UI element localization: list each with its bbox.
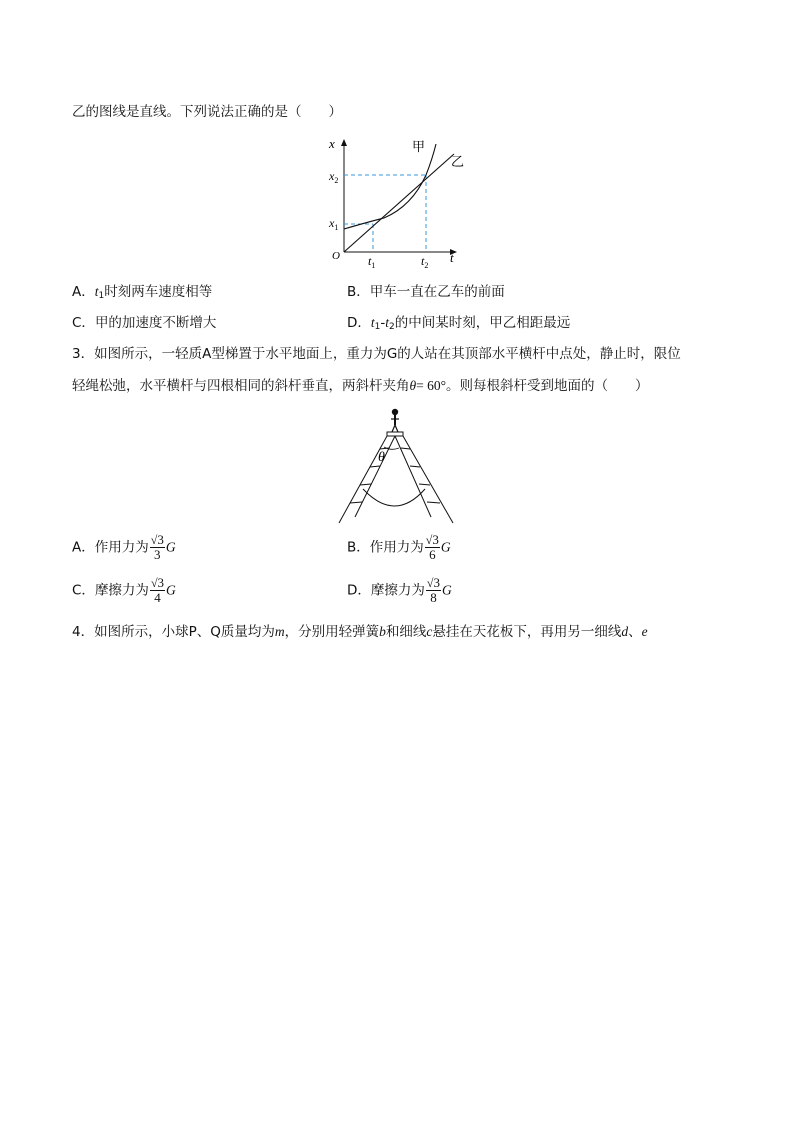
q2-stem-text: 乙的图线是直线。下列说法正确的是（ ） (72, 104, 342, 120)
x-tick-t2: $t_2$ (421, 254, 429, 269)
q3-option-d: D．摩擦力为 $\frac{√3}{8}$ G (347, 575, 452, 605)
q3-option-a: A．作用力为 $\frac{√3}{3}$ G (72, 532, 176, 562)
theta-label: θ (378, 450, 385, 465)
q3-d-fraction: $\frac{√3}{8}$ (426, 575, 440, 605)
slack-rope (363, 489, 425, 506)
q3-c-fraction: $\frac{√3}{4}$ (150, 575, 165, 605)
q2-stem (72, 103, 342, 121)
left-rung (360, 484, 371, 485)
person-head (392, 409, 398, 415)
person-leg-right (395, 425, 398, 432)
q2-option-a: A．$t_1$时刻两车速度相等 (72, 284, 213, 301)
line-yi (344, 154, 454, 252)
q3-stem-line2: 轻绳松弛，水平横杆与四根相同的斜杆垂直，两斜杆夹角θ= 60°。则每根斜杆受到地面的（ ） (72, 378, 649, 394)
q3-option-b: B．作用力为 $\frac{√3}{6}$ G (347, 532, 451, 562)
x-tick-t1: $t_1$ (368, 254, 376, 269)
left-rung (350, 502, 362, 503)
q2-option-b: B．甲车一直在乙车的前面 (347, 284, 505, 300)
y-tick-x2: $x_2$ (329, 169, 339, 185)
right-rung (427, 502, 440, 503)
right-rail-inner (395, 436, 431, 517)
q2-option-c: C．甲的加速度不断增大 (72, 315, 217, 331)
q4-stem-line1: 4．如图所示，小球P、Q质量均为m，分别用轻弹簧b和细线c悬挂在天花板下，再用另一细线d、e (72, 624, 648, 640)
q3-b-fraction: $\frac{√3}{6}$ (425, 532, 439, 562)
y-axis-label: x (329, 136, 335, 151)
line-label-yi: 乙 (451, 155, 465, 170)
y-tick-x1: $x_1$ (329, 216, 339, 232)
q3-a-fraction: $\frac{√3}{3}$ (150, 532, 164, 562)
q3-option-c: C．摩擦力为 $\frac{√3}{4}$ G (72, 575, 176, 605)
x-axis-label: t (450, 250, 454, 265)
top-crossbar (387, 432, 403, 436)
right-rung (419, 484, 430, 485)
q3-ladder-figure (335, 405, 465, 525)
person-leg-left (392, 425, 395, 432)
q2-option-d: D．$t_1-t_2$的中间某时刻，甲乙相距最远 (347, 315, 571, 332)
curve-label-jia: 甲 (412, 140, 426, 155)
right-rung (410, 466, 420, 467)
q3-stem-line1: 3．如图所示，一轻质A型梯置于水平地面上，重力为G的人站在其顶部水平横杆中点处，静止时，限位 (72, 346, 681, 362)
curve-jia (344, 144, 436, 229)
theta-arc (384, 447, 399, 449)
origin-label: O (332, 250, 340, 262)
left-rung (370, 466, 380, 467)
right-rung (401, 448, 410, 449)
q2-xt-graph (328, 134, 468, 269)
